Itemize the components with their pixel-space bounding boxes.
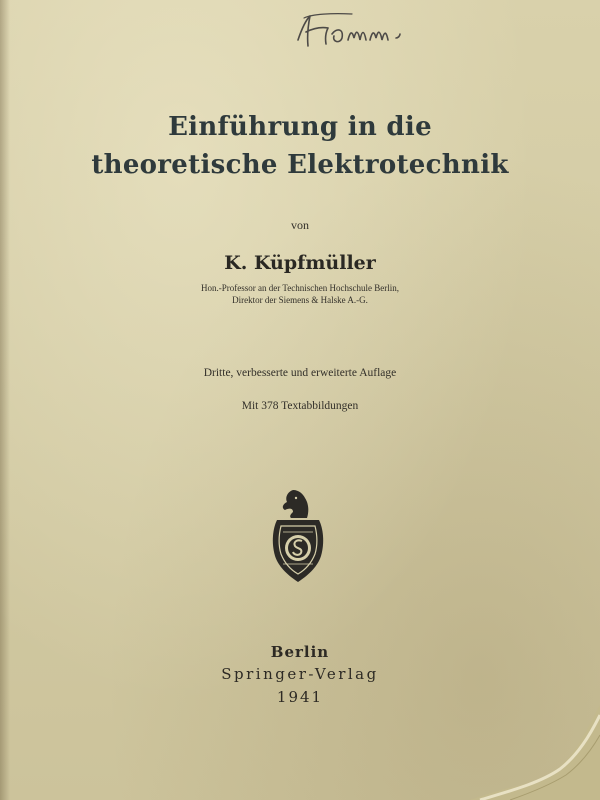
title-line-1: Einführung in die: [168, 112, 432, 142]
author-name: K. Küpfmüller: [224, 252, 376, 274]
author-affiliation-line-2: Direktor der Siemens & Halske A.-G.: [232, 295, 368, 305]
handwritten-signature: [292, 10, 442, 54]
torn-corner: [470, 705, 600, 800]
imprint-year: 1941: [276, 688, 324, 706]
title-line-2: theoretische Elektrotechnik: [91, 150, 509, 180]
springer-knight-logo: [263, 486, 333, 586]
imprint-publisher: Springer-Verlag: [221, 665, 379, 683]
figures-statement: Mit 378 Textabbildungen: [241, 400, 359, 412]
author-affiliation-line-1: Hon.-Professor an der Technischen Hochschule Berlin,: [201, 283, 399, 293]
by-label: von: [291, 218, 309, 232]
imprint-city: Berlin: [270, 643, 330, 661]
edition-statement: Dritte, verbesserte und erweiterte Auflage: [203, 367, 397, 379]
